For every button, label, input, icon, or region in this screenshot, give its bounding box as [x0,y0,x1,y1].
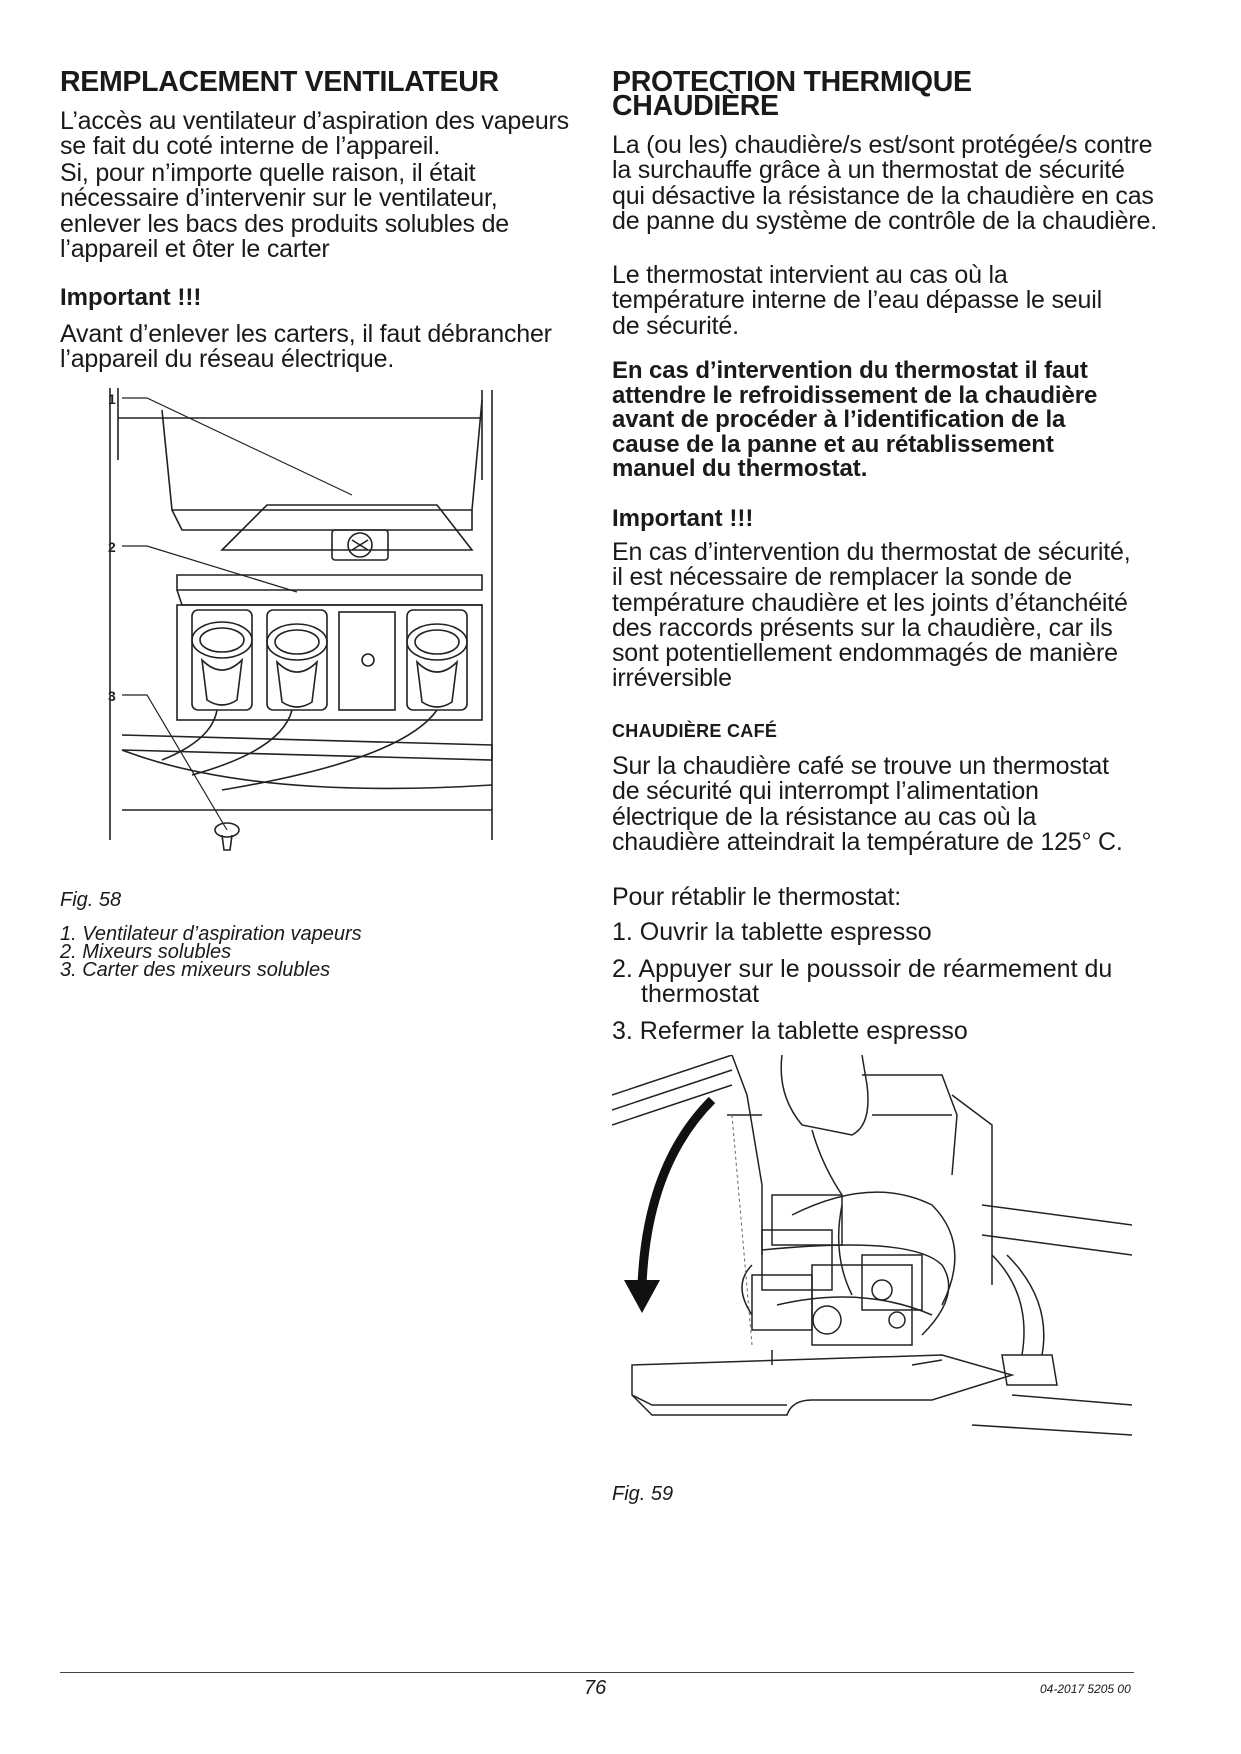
section-title-line-2: CHAUDIÈRE [612,90,779,122]
footer-rule [60,1672,1134,1673]
reset-steps [612,920,1142,1055]
section-title-line-1: PROTECTION THERMIQUE [612,66,972,98]
fan-paragraph-3: Avant d’enlever les carters, il faut débrancher l’appareil du réseau électrique. [60,320,552,374]
thermostat-figure [612,1055,1132,1445]
fan-paragraph-1: L’accès au ventilateur d’aspiration des vapeurs se fait du coté interne de l’appareil. [60,107,569,161]
coffee-boiler-subheading: CHAUDIÈRE CAFÉ [612,721,778,741]
thermal-paragraph-3: En cas d’intervention du thermostat de sécurité, il est nécessaire de remplacer la sonde de température chaudière et les joints d’étanchéité des raccords présents sur la chaudière, car ils sont potentiellement endommagés de manière irréversible [612,538,1131,693]
fan-important-label: Important !!! [60,284,202,311]
legend-item: 3. Carter des mixeurs solubles [60,959,331,981]
document-reference: 04-2017 5205 00 [1040,1682,1131,1696]
callout-1: 1 [108,391,116,407]
thermal-paragraph-2: Le thermostat intervient au cas où la température interne de l’eau dépasse le seuil de sécurité. [612,261,1102,340]
legend-item: 1. Ventilateur d’aspiration vapeurs [60,923,362,945]
fig58-legend [60,925,540,979]
fan-paragraph-2: Si, pour n’importe quelle raison, il était nécessaire d’intervenir sur le ventilateur, enlever les bacs des produits solubles de l’appareil et ôter le carter [60,159,510,263]
thermal-paragraph-4: Sur la chaudière café se trouve un thermostat de sécurité qui interrompt l’alimentation électrique de la résistance au cas où la chaudière atteindrait la température de 125° C. [612,752,1123,856]
thermal-warning: En cas d’intervention du thermostat il faut attendre le refroidissement de la chaudière avant de procéder à l’identification de la cause de la panne et au rétablissement manuel du thermostat. [612,357,1098,482]
thermal-paragraph-5: Pour rétablir le thermostat: [612,883,901,911]
fig58-caption: Fig. 58 [60,889,122,911]
fig59-caption: Fig. 59 [612,1483,674,1505]
legend-item: 2. Mixeurs solubles [60,941,232,963]
section-title-fan: REMPLACEMENT VENTILATEUR [60,66,499,98]
thermal-important-label: Important !!! [612,505,754,532]
callout-3: 3 [108,688,116,704]
page-number: 76 [584,1677,607,1699]
step-item: 1. Ouvrir la tablette espresso [612,918,932,946]
step-item: 3. Refermer la tablette espresso [612,1016,968,1045]
callout-2: 2 [108,539,116,555]
step-item: 2. Appuyer sur le poussoir de réarmement du thermostat [612,954,1113,1008]
fan-figure [52,380,512,870]
thermal-paragraph-1: La (ou les) chaudière/s est/sont protégée/s contre la surchauffe grâce à un thermostat de sécurité qui désactive la résistance de la chaudière en cas de panne du système de contrôle de la chaudière. [612,131,1157,235]
section-title-thermal [612,68,1172,120]
